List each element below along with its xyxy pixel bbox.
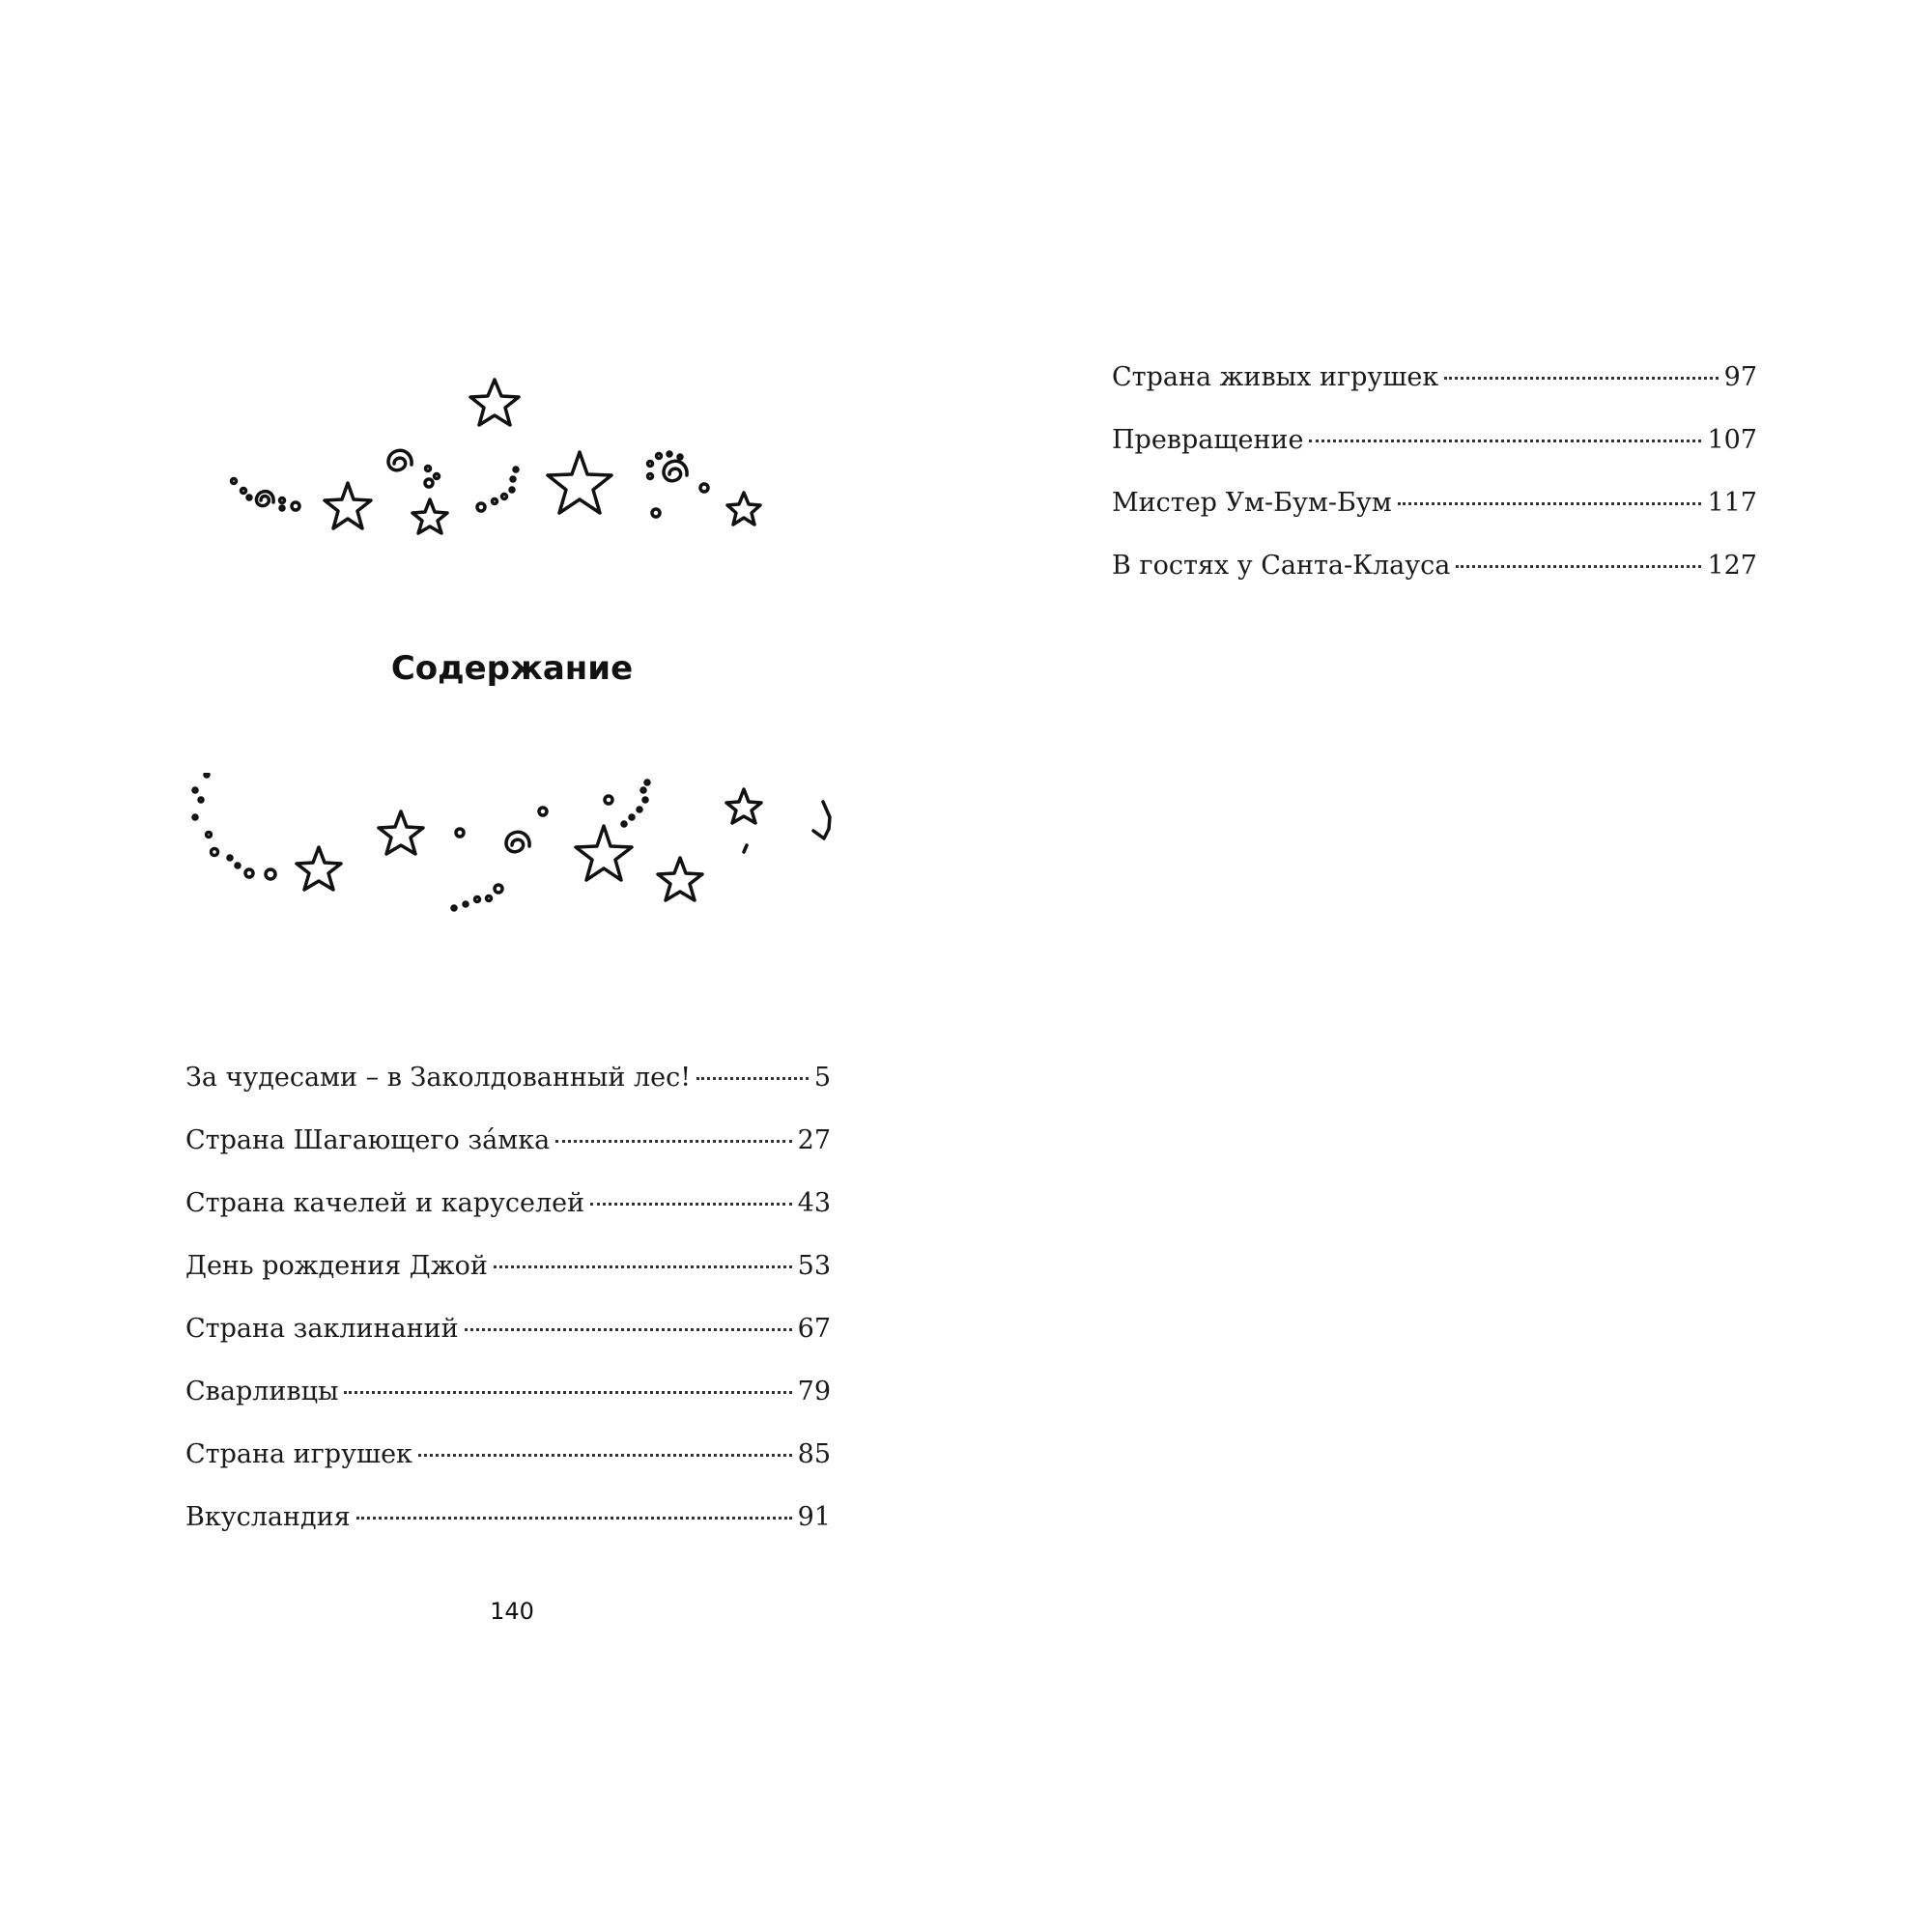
toc-entry-title: День рождения Джой — [185, 1251, 488, 1281]
dot-leader — [590, 1203, 792, 1206]
toc-entry-title: В гостях у Санта-Клауса — [1112, 551, 1451, 581]
stars-ornament-bottom-icon — [184, 773, 840, 927]
toc-entry[interactable] — [185, 1188, 831, 1251]
dot-leader — [696, 1077, 809, 1080]
contents-heading: Содержание — [390, 649, 634, 688]
toc-entry-title: Превращение — [1112, 425, 1304, 455]
toc-entry-page: 127 — [1707, 551, 1757, 581]
dot-leader — [1309, 440, 1701, 442]
toc-entry-page: 67 — [797, 1314, 831, 1344]
toc-left-list — [185, 1063, 831, 1565]
toc-entry[interactable] — [185, 1439, 831, 1502]
stars-ornament-top-icon — [222, 377, 782, 541]
toc-entry-title: Сварливцы — [185, 1377, 339, 1406]
toc-entry-title: Страна качелей и каруселей — [185, 1188, 585, 1218]
toc-entry-title: Страна Шагающего за́мка — [185, 1125, 551, 1155]
toc-entry-title: Мистер Ум-Бум-Бум — [1112, 488, 1392, 518]
dot-leader — [356, 1517, 792, 1520]
toc-entry[interactable] — [185, 1314, 831, 1377]
toc-entry-page: 43 — [797, 1188, 831, 1218]
toc-entry[interactable] — [185, 1377, 831, 1439]
toc-entry[interactable] — [185, 1125, 831, 1188]
dot-leader — [494, 1265, 792, 1268]
toc-entry[interactable] — [185, 1063, 831, 1125]
toc-entry[interactable] — [1112, 551, 1757, 613]
right-page — [966, 0, 1932, 1932]
dot-leader — [1456, 565, 1701, 568]
toc-entry[interactable] — [185, 1251, 831, 1314]
dot-leader — [1444, 377, 1718, 380]
dot-leader — [465, 1328, 792, 1331]
toc-entry[interactable] — [1112, 425, 1757, 488]
toc-entry-page: 107 — [1707, 425, 1757, 455]
toc-entry-title: Страна живых игрушек — [1112, 362, 1439, 392]
toc-entry-page: 85 — [797, 1439, 831, 1469]
toc-entry-title: Вкусландия — [185, 1502, 351, 1532]
dot-leader — [344, 1391, 791, 1394]
toc-entry-page: 117 — [1707, 488, 1757, 518]
toc-entry-title: Страна заклинаний — [185, 1314, 459, 1344]
toc-entry-page: 91 — [797, 1502, 831, 1532]
toc-entry[interactable] — [1112, 362, 1757, 425]
toc-entry-title: Страна игрушек — [185, 1439, 412, 1469]
toc-entry-page: 53 — [797, 1251, 831, 1281]
toc-entry-title: За чудесами – в Заколдованный лес! — [185, 1063, 692, 1093]
toc-entry[interactable] — [185, 1502, 831, 1565]
toc-right-list — [1112, 362, 1757, 613]
toc-entry[interactable] — [1112, 488, 1757, 551]
toc-entry-page: 5 — [813, 1063, 831, 1093]
toc-entry-page: 79 — [797, 1377, 831, 1406]
page-number: 140 — [490, 1598, 534, 1625]
toc-entry-page: 97 — [1723, 362, 1757, 392]
toc-entry-page: 27 — [797, 1125, 831, 1155]
dot-leader — [555, 1140, 791, 1143]
dot-leader — [418, 1454, 792, 1457]
dot-leader — [1398, 502, 1702, 505]
